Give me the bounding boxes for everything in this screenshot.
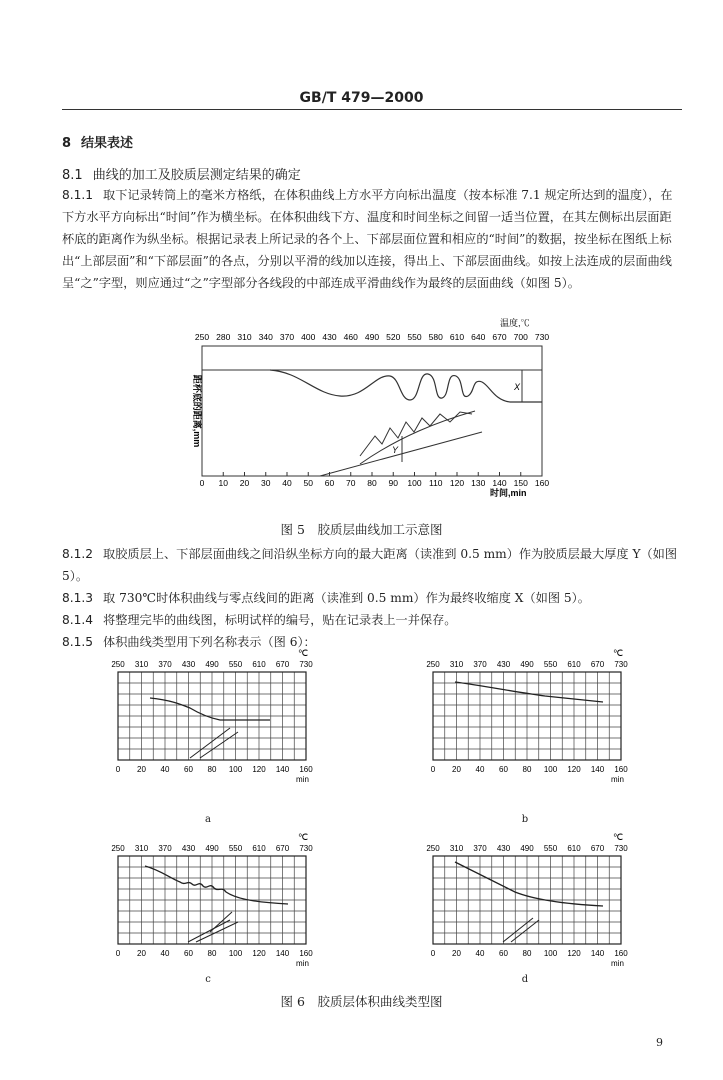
fig5-upper-layer-curve xyxy=(360,412,472,456)
fig6-temp-tick: 430 xyxy=(496,844,511,853)
fig5-volume-curve xyxy=(270,370,542,402)
fig6-time-tick: 140 xyxy=(590,949,605,958)
fig5-temp-ticks xyxy=(195,332,549,342)
fig6-time-tick: 60 xyxy=(184,949,193,958)
fig6-temp-tick: 430 xyxy=(181,660,196,669)
fig5-time-tick: 110 xyxy=(428,478,443,488)
section-number: 8 xyxy=(62,136,72,151)
subsection-heading-8-1 xyxy=(62,164,301,183)
fig6-temp-tick: 670 xyxy=(275,660,290,669)
fig6-temp-tick: 670 xyxy=(275,844,290,853)
fig6-temp-tick: 370 xyxy=(158,660,172,669)
clause-number: 8.1.5 xyxy=(62,635,94,649)
fig5-time-tick: 90 xyxy=(388,478,398,488)
fig5-time-tick: 120 xyxy=(449,478,465,488)
fig6-time-tick: 80 xyxy=(207,949,217,958)
fig6-temp-tick: 250 xyxy=(111,660,125,669)
fig5-temp-tick: 670 xyxy=(492,332,507,342)
fig5-time-ticks xyxy=(200,472,550,488)
fig6-temp-tick: 430 xyxy=(181,844,196,853)
fig5-time-tick: 10 xyxy=(218,478,228,488)
fig5-time-tick: 160 xyxy=(534,478,550,488)
fig6-temp-tick: 370 xyxy=(473,660,487,669)
clause-number: 8.1.1 xyxy=(62,188,94,202)
fig6-time-unit: min xyxy=(296,775,309,784)
fig5-temp-tick: 250 xyxy=(194,332,210,342)
fig6-temp-tick: 610 xyxy=(567,660,581,669)
fig6-time-unit: min xyxy=(611,775,624,784)
fig6-time-tick: 0 xyxy=(115,949,121,958)
subsection-number: 8.1 xyxy=(62,168,83,183)
fig6-temp-tick: 670 xyxy=(590,660,605,669)
fig6-time-tick: 40 xyxy=(160,949,170,958)
fig6-time-tick: 100 xyxy=(543,765,558,774)
fig6-time-tick: 80 xyxy=(522,765,532,774)
fig5-time-tick: 70 xyxy=(346,478,356,488)
fig5-temp-tick: 460 xyxy=(343,332,358,342)
fig6-temp-unit: ℃ xyxy=(298,648,309,658)
fig6-temp-tick: 670 xyxy=(590,844,605,853)
fig6-time-tick: 40 xyxy=(475,949,485,958)
fig6-volume-curve xyxy=(145,866,288,904)
fig5-temp-tick: 400 xyxy=(301,332,316,342)
fig6-time-tick: 120 xyxy=(252,949,266,958)
fig6-temp-unit: ℃ xyxy=(613,648,624,658)
fig6-temp-tick: 250 xyxy=(111,844,125,853)
paragraph-8-1-1 xyxy=(62,184,682,294)
fig6-temp-tick: 610 xyxy=(567,844,581,853)
fig5-time-tick: 40 xyxy=(282,478,292,488)
fig6-temp-tick: 250 xyxy=(426,844,440,853)
fig6-time-tick: 160 xyxy=(614,949,628,958)
fig6-temp-tick: 370 xyxy=(158,844,172,853)
fig5-temp-tick: 520 xyxy=(386,332,401,342)
fig5-temp-tick: 430 xyxy=(322,332,337,342)
clause-text: 体积曲线类型用下列名称表示（图 6）： xyxy=(103,635,316,649)
paragraph-8-1-4 xyxy=(62,609,682,631)
fig6-time-tick: 140 xyxy=(590,765,605,774)
fig6-time-tick: 160 xyxy=(299,949,313,958)
fig6-time-tick: 160 xyxy=(614,765,628,774)
fig6-temp-tick: 730 xyxy=(614,660,628,669)
page-header: GB/T 479—2000 xyxy=(299,90,424,106)
fig6-time-tick: 0 xyxy=(430,949,436,958)
fig5-temp-tick: 610 xyxy=(449,332,465,342)
clause-number: 8.1.4 xyxy=(62,613,94,627)
subsection-title: 曲线的加工及胶质层测定结果的确定 xyxy=(92,168,301,183)
clause-number: 8.1.3 xyxy=(62,591,94,605)
fig6-temp-unit: ℃ xyxy=(298,832,309,842)
panel-label-b: b xyxy=(521,814,529,825)
fig6-time-tick: 100 xyxy=(228,949,243,958)
fig6-temp-tick: 430 xyxy=(496,660,511,669)
fig6-temp-tick: 550 xyxy=(228,844,243,853)
fig6-temp-tick: 310 xyxy=(449,660,464,669)
fig6-temp-tick: 550 xyxy=(543,660,558,669)
fig5-temp-tick: 700 xyxy=(513,332,528,342)
paragraph-8-1-3 xyxy=(62,587,682,609)
fig6-time-unit: min xyxy=(296,959,309,968)
fig6-temp-tick: 730 xyxy=(299,660,313,669)
fig5-x-label: X xyxy=(514,382,521,392)
panel-label-d: d xyxy=(521,974,529,985)
fig5-time-tick: 130 xyxy=(471,478,486,488)
fig6-temp-tick: 730 xyxy=(299,844,313,853)
paragraph-8-1-2 xyxy=(62,543,682,587)
fig6-temp-tick: 490 xyxy=(205,660,219,669)
fig6-time-tick: 60 xyxy=(499,765,508,774)
fig6-time-tick: 20 xyxy=(137,949,146,958)
fig6-layer-line xyxy=(503,918,533,942)
fig6-temp-tick: 610 xyxy=(252,844,266,853)
fig6-time-tick: 0 xyxy=(430,765,436,774)
clause-number: 8.1.2 xyxy=(62,547,94,561)
fig6-panel-c xyxy=(100,832,315,982)
fig6-time-tick: 140 xyxy=(275,765,290,774)
fig5-time-tick: 50 xyxy=(303,478,313,488)
panel-label-a: a xyxy=(205,814,211,825)
fig5-temp-tick: 550 xyxy=(407,332,422,342)
fig6-temp-tick: 490 xyxy=(520,660,534,669)
fig6-volume-curve xyxy=(455,862,603,906)
fig6-temp-tick: 490 xyxy=(205,844,219,853)
fig6-time-tick: 20 xyxy=(137,765,146,774)
fig6-time-tick: 100 xyxy=(228,765,243,774)
figure-5-chart xyxy=(150,316,570,506)
fig5-time-tick: 140 xyxy=(492,478,507,488)
fig6-time-tick: 40 xyxy=(160,765,170,774)
fig6-temp-tick: 310 xyxy=(449,844,464,853)
fig5-temp-tick: 280 xyxy=(216,332,231,342)
panel-label-c: c xyxy=(205,974,211,985)
fig5-temp-tick: 640 xyxy=(471,332,486,342)
fig6-temp-tick: 730 xyxy=(614,844,628,853)
fig6-volume-curve xyxy=(455,682,603,702)
fig6-time-unit: min xyxy=(611,959,624,968)
section-heading xyxy=(62,132,133,151)
fig5-temp-unit: 温度,℃ xyxy=(500,318,530,328)
fig6-temp-tick: 550 xyxy=(543,844,558,853)
fig6-time-tick: 20 xyxy=(452,765,461,774)
clause-text: 取下记录转筒上的毫米方格纸，在体积曲线上方水平方向标出温度（按本标准 7.1 规定所达到的温度），在下方水平方向标出“时间”作为横坐标。在体积曲线下方、温度和时间坐标之间留一适当位置，在其左侧标出层面距杯底的距离作为纵坐标。根据记录表上所记录的各个上、下部层面位置和相应的“时间”的数据，按坐标在图纸上标出“上部层面”和“下部层面”的各点，分别以平滑的线加以连接，得出上、下部层面曲线。如按上法连成的层面曲线呈“之”字型，则应通过“之”字型部分各线段的中部连成平滑曲线作为最终的层面曲线（如图 5）。 xyxy=(62,188,673,290)
fig5-temp-tick: 580 xyxy=(428,332,443,342)
fig6-time-tick: 120 xyxy=(252,765,266,774)
fig6-time-tick: 120 xyxy=(567,949,581,958)
fig5-y-label: Y xyxy=(392,445,399,455)
fig6-temp-tick: 250 xyxy=(426,660,440,669)
fig6-time-tick: 160 xyxy=(299,765,313,774)
figure-6-caption: 图 6 胶质层体积曲线类型图 xyxy=(280,994,443,1009)
fig6-panel-b xyxy=(415,648,630,798)
fig6-temp-tick: 310 xyxy=(134,660,149,669)
fig6-temp-tick: 550 xyxy=(228,660,243,669)
fig6-temp-tick: 370 xyxy=(473,844,487,853)
fig5-upper-smooth xyxy=(360,411,475,464)
fig6-temp-tick: 310 xyxy=(134,844,149,853)
fig6-panel-d xyxy=(415,832,630,982)
fig5-time-tick: 150 xyxy=(513,478,528,488)
fig5-time-tick: 30 xyxy=(261,478,271,488)
fig5-temp-tick: 340 xyxy=(258,332,273,342)
fig5-time-tick: 100 xyxy=(407,478,422,488)
fig5-time-tick: 60 xyxy=(324,478,335,488)
fig5-temp-tick: 310 xyxy=(237,332,252,342)
page-number: 9 xyxy=(656,1036,663,1049)
fig6-time-tick: 100 xyxy=(543,949,558,958)
clause-text: 取 730℃时体积曲线与零点线间的距离（读准到 0.5 mm）作为最终收缩度 X（如图 5）。 xyxy=(103,591,590,605)
fig6-time-tick: 60 xyxy=(184,765,193,774)
fig6-volume-curve xyxy=(150,698,270,720)
fig6-panel-a xyxy=(100,648,315,798)
clause-text: 将整理完毕的曲线图，标明试样的编号，贴在记录表上一并保存。 xyxy=(103,613,457,627)
fig5-time-tick: 0 xyxy=(199,478,205,488)
fig5-time-tick: 80 xyxy=(367,478,377,488)
fig6-time-tick: 40 xyxy=(475,765,485,774)
fig6-temp-tick: 610 xyxy=(252,660,266,669)
fig6-time-tick: 60 xyxy=(499,949,508,958)
fig6-time-tick: 20 xyxy=(452,949,461,958)
fig6-time-tick: 120 xyxy=(567,765,581,774)
fig5-temp-tick: 370 xyxy=(279,332,295,342)
header-rule xyxy=(62,109,682,110)
section-title: 结果表述 xyxy=(81,136,134,151)
fig6-time-tick: 140 xyxy=(275,949,290,958)
fig6-temp-unit: ℃ xyxy=(613,832,624,842)
fig6-time-tick: 80 xyxy=(207,765,217,774)
fig6-time-tick: 80 xyxy=(522,949,532,958)
figure-5-caption: 图 5 胶质层曲线加工示意图 xyxy=(280,522,443,537)
fig5-time-unit: 时间,min xyxy=(490,488,527,498)
fig6-time-tick: 0 xyxy=(115,765,121,774)
fig5-lower-layer-line xyxy=(320,432,482,476)
fig5-temp-tick: 730 xyxy=(534,332,550,342)
fig5-time-tick: 20 xyxy=(239,478,250,488)
fig5-temp-tick: 490 xyxy=(364,332,380,342)
clause-text: 取胶质层上、下部层面曲线之间沿纵坐标方向的最大距离（读准到 0.5 mm）作为胶质层最大厚度 Y（如图 5）。 xyxy=(62,547,678,583)
fig5-ylabel: 距杯底的距离,mm xyxy=(192,374,202,448)
fig6-temp-tick: 490 xyxy=(520,844,534,853)
